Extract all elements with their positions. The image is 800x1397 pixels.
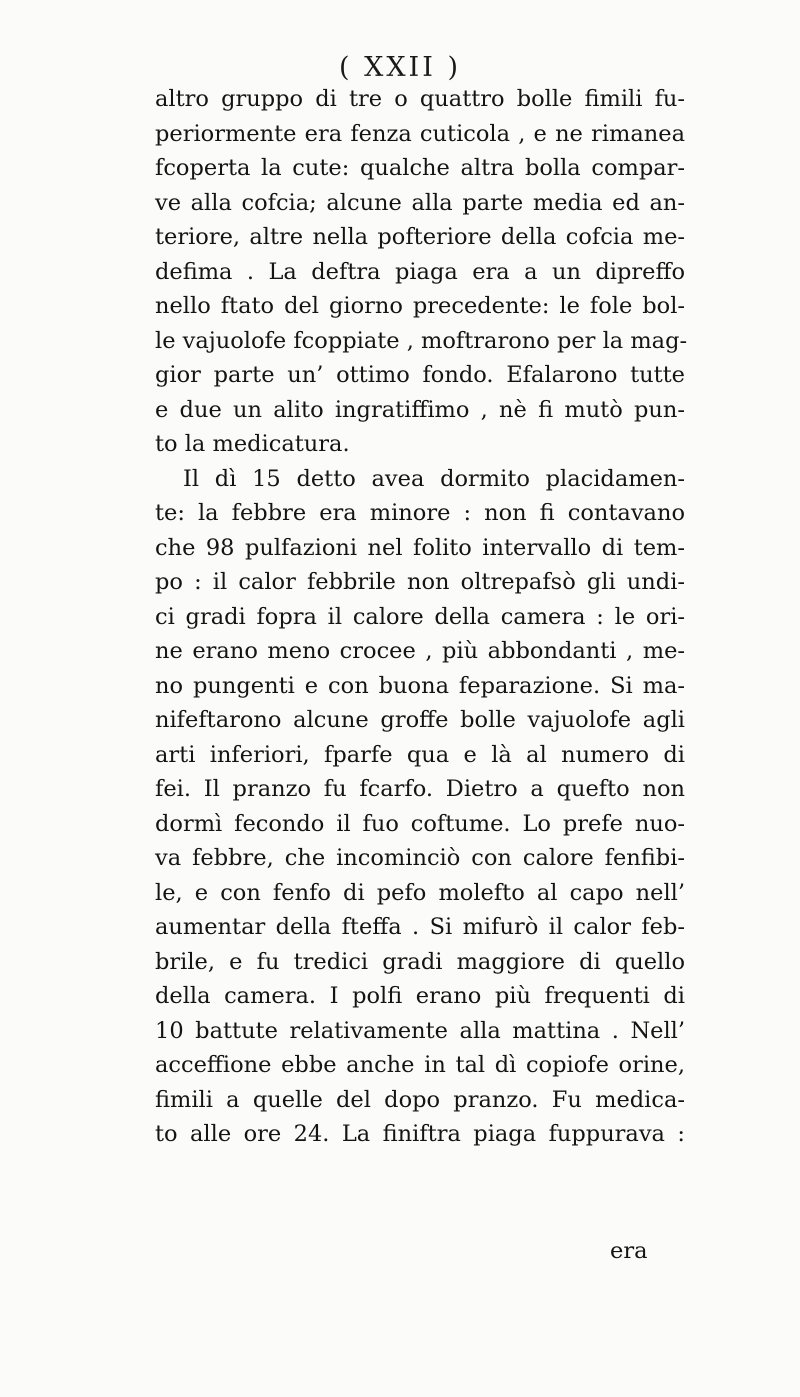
text-line: e due un alito ingratiffimo , nè fi mutò pun- [155,396,685,423]
text-line: altro gruppo di tre o quattro bolle fimili fu- [155,86,685,112]
text-line: 10 battute relativamente alla mattina . Nell’ [155,1017,685,1044]
text-line: ve alla cofcia; alcune alla parte media ed an- [155,189,685,216]
text-line: le, e con fenfo di pefo molefto al capo nell’ [155,879,685,906]
text-line: va febbre, che incominciò con calore fenfibi- [155,845,685,871]
text-line: Il dì 15 detto avea dormito placidamen- [183,465,685,492]
text-line: acceffione ebbe anche in tal dì copiofe orine, [155,1052,685,1078]
page-number-header: ( XXII ) [338,52,461,83]
text-line: fcoperta la cute: qualche altra bolla compar- [155,155,685,181]
text-line: defima . La deftra piaga era a un dipreffo [155,258,685,285]
text-line: to la medicatura. [155,431,350,457]
text-line: periormente era fenza cuticola , e ne rimanea [155,120,685,147]
text-line: della camera. I polfi erano più frequenti di [155,983,685,1009]
text-line: nello ftato del giorno precedente: le fole bol- [155,293,685,319]
text-line: po : il calor febbrile non oltrepafsò gli undi- [155,569,685,595]
text-line: to alle ore 24. La finiftra piaga fuppurava : [155,1121,685,1147]
text-line: arti inferiori, fparfe qua e là al numero di [155,741,685,768]
text-line: ci gradi fopra il calore della camera : le ori- [155,603,685,630]
text-line: teriore, altre nella pofteriore della cofcia me- [155,224,685,250]
text-line: no pungenti e con buona feparazione. Si ma- [155,672,685,699]
text-line: le vajuolofe fcoppiate , moftrarono per la mag- [155,327,688,354]
text-line: te: la febbre era minore : non fi contavano [155,500,685,526]
text-line: che 98 pulfazioni nel folito intervallo di tem- [155,534,685,561]
body-text [155,82,688,1152]
text-line: aumentar della fteffa . Si mifurò il calor feb- [155,914,685,940]
text-line: nifeftarono alcune groffe bolle vajuolofe agli [155,707,685,733]
text-line: dormì fecondo il fuo coftume. Lo prefe nuo- [155,810,685,837]
text-line: fei. Il pranzo fu fcarfo. Dietro a quefto non [155,776,685,802]
catchword: era [610,1238,648,1264]
text-line: brile, e fu tredici gradi maggiore di quello [155,948,685,975]
text-line: fimili a quelle del dopo pranzo. Fu medica- [155,1086,685,1113]
text-line: gior parte un’ ottimo fondo. Efalarono tutte [155,362,685,388]
text-line: ne erano meno crocee , più abbondanti , me- [155,638,685,664]
